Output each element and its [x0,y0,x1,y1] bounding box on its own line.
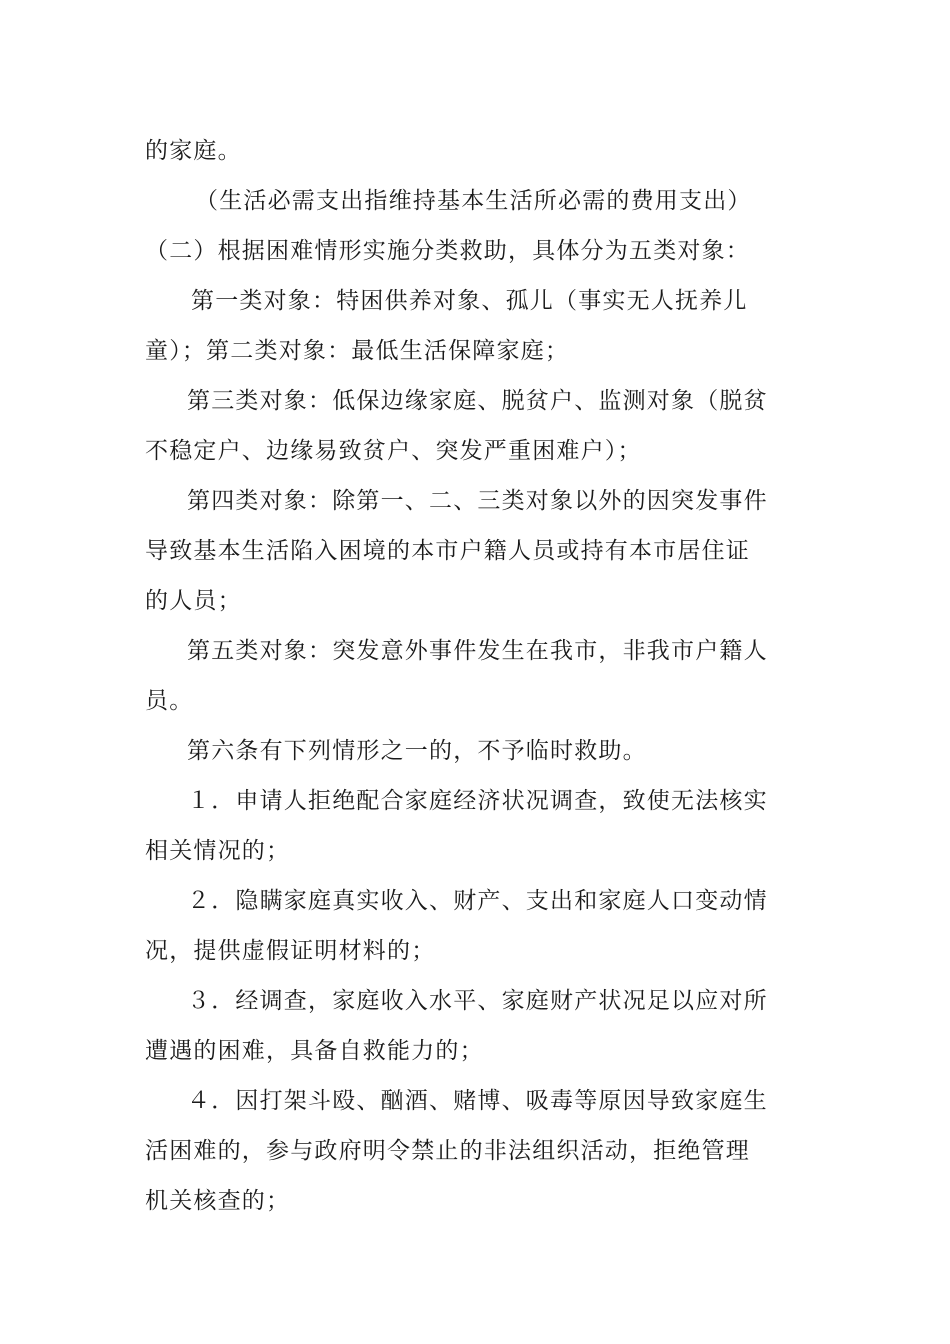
text-line: ２．隐瞒家庭真实收入、财产、支出和家庭人口变动情 [187,888,768,914]
text-line: 遭遇的困难，具备自救能力的； [145,1038,484,1064]
text-line: （二）根据困难情形实施分类救助，具体分为五类对象： [145,238,750,264]
text-line: 相关情况的； [145,838,291,864]
text-line: １．申请人拒绝配合家庭经济状况调查，致使无法核实 [187,788,768,814]
text-line: 导致基本生活陷入困境的本市户籍人员或持有本市居住证 [145,538,750,564]
text-line: 况，提供虚假证明材料的； [145,938,436,964]
text-line: 第一类对象：特困供养对象、孤儿（事实无人抚养儿 [191,288,748,314]
text-line: 第四类对象：除第一、二、三类对象以外的因突发事件 [187,488,768,514]
text-line: ４．因打架斗殴、酗酒、赌博、吸毒等原因导致家庭生 [187,1088,768,1114]
text-line: 员。 [145,688,194,714]
text-line: ３．经调查，家庭收入水平、家庭财产状况足以应对所 [187,988,768,1014]
text-line: 的人员； [145,588,242,614]
text-line: 第五类对象：突发意外事件发生在我市，非我市户籍人 [187,638,768,664]
text-line: 第六条有下列情形之一的，不予临时救助。 [187,738,647,764]
text-line: （生活必需支出指维持基本生活所必需的费用支出） [195,188,752,214]
text-line: 童）；第二类对象：最低生活保障家庭； [145,338,570,364]
text-line: 的家庭。 [145,138,242,164]
text-line: 不稳定户、边缘易致贫户、突发严重困难户）； [145,438,642,464]
text-line: 活困难的，参与政府明令禁止的非法组织活动，拒绝管理 [145,1138,750,1164]
text-line: 第三类对象：低保边缘家庭、脱贫户、监测对象（脱贫 [187,388,768,414]
text-line: 机关核查的； [145,1188,291,1214]
